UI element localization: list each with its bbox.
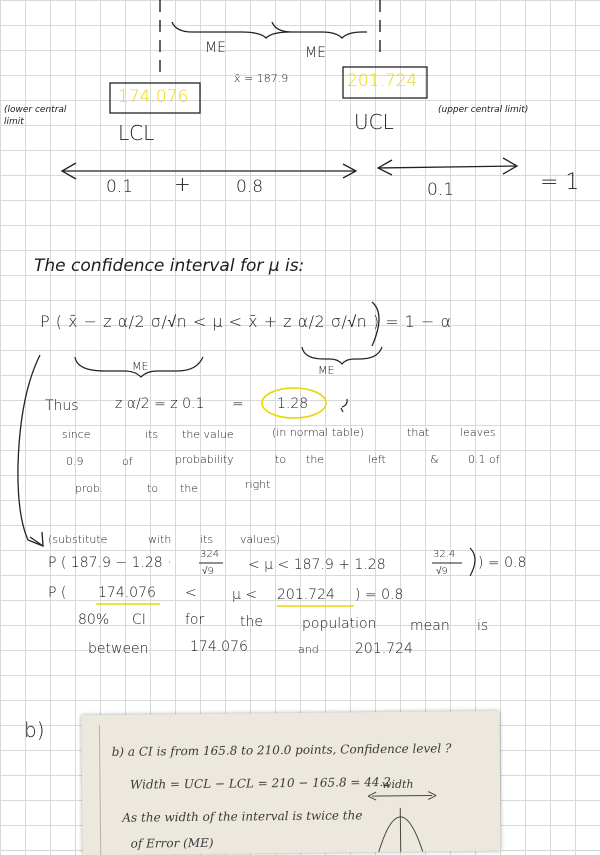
word: between (88, 641, 149, 657)
sub-line2-right: ) = 0.8 (478, 555, 526, 571)
word: 201.724 (355, 641, 413, 657)
since-word: since (62, 428, 91, 441)
photo-line4: of Error (ME) (131, 836, 214, 851)
sub-line3-upper: 201.724 (277, 587, 335, 603)
frac-num: 324 (200, 549, 219, 560)
plus-sign: + (174, 172, 191, 196)
photo-line2: Width = UCL − LCL = 210 − 165.8 = 44.2 (130, 775, 391, 792)
ucl-value: 201.724 (347, 71, 417, 91)
photo-line3: As the width of the interval is twice the (122, 808, 362, 825)
frac2-num: 32.4 (433, 549, 455, 560)
word: mean (410, 618, 450, 634)
word: the (306, 453, 324, 466)
word: values) (240, 533, 280, 546)
lcl-label: LCL (118, 121, 154, 145)
lower-note: (lower central limit (4, 104, 84, 128)
word: right (245, 478, 270, 491)
frac-den: √9 (202, 566, 214, 577)
z-value: 1.28 (277, 396, 308, 412)
word: 0.9 (66, 455, 84, 468)
word: for (185, 612, 204, 628)
word: 174.076 (190, 639, 248, 655)
z-alpha: z α/2 = z 0.1 (115, 396, 204, 412)
sub-line3-end: ) = 0.8 (355, 587, 403, 603)
me-under-left: ME (132, 360, 148, 373)
word: with (148, 533, 171, 546)
word: CI (132, 612, 146, 628)
embedded-photo (81, 711, 500, 855)
word: of (122, 455, 133, 468)
word: left (368, 453, 386, 466)
word: its (200, 533, 213, 546)
word: to (147, 482, 158, 495)
me-right-label: ME (305, 45, 326, 61)
word: population (302, 616, 377, 632)
me-under-right: ME (318, 364, 334, 377)
sub-line3-lower: 174.076 (98, 585, 156, 601)
word: prob. (75, 482, 103, 495)
photo-line1: b) a CI is from 165.8 to 210.0 points, Confidence level ? (112, 741, 452, 759)
word: and (298, 643, 319, 656)
ci-formula: P ( x̄ − z α/2 σ/√n < μ < x̄ + z α/2 σ/√n ) = 1 − α (40, 312, 451, 332)
photo-width-label: width (382, 778, 414, 791)
word: to (275, 453, 286, 466)
sub-line3-lt: < (185, 585, 197, 601)
word: (in normal table) (272, 426, 364, 439)
word: leaves (460, 426, 496, 439)
word: that (407, 426, 429, 439)
thus-word: Thus (45, 398, 79, 414)
word: & (430, 453, 439, 466)
word: the value (182, 428, 234, 441)
lcl-value: 174.076 (118, 87, 188, 107)
sub-line3-mu: μ < (232, 587, 257, 603)
word: its (145, 428, 158, 441)
frac2-den: √9 (436, 566, 448, 577)
word: is (477, 618, 488, 634)
ci-heading: The confidence interval for μ is: (34, 256, 304, 276)
ucl-label: UCL (354, 110, 394, 134)
word: 80% (78, 612, 109, 628)
seg-left: 0.1 (106, 177, 133, 197)
word: (substitute (48, 533, 107, 546)
word: 0.1 of (468, 453, 500, 466)
sub-line2-left: P ( 187.9 − 1.28 · (48, 555, 172, 571)
sub-line3-open: P ( (48, 585, 66, 601)
word: the (240, 614, 263, 630)
seg-right: 0.1 (427, 180, 454, 200)
seg-mid: 0.8 (236, 177, 263, 197)
xbar-label: x̄ = 187.9 (234, 72, 288, 85)
part-b-label: b) (24, 718, 45, 742)
word: the (180, 482, 198, 495)
equals-one: = 1 (540, 170, 579, 195)
upper-note: (upper central limit) (438, 104, 533, 116)
thus-equals: = (232, 396, 244, 412)
me-left-label: ME (205, 40, 226, 56)
word: probability (175, 453, 234, 466)
sub-line2-mid: < μ < 187.9 + 1.28 (248, 557, 386, 573)
